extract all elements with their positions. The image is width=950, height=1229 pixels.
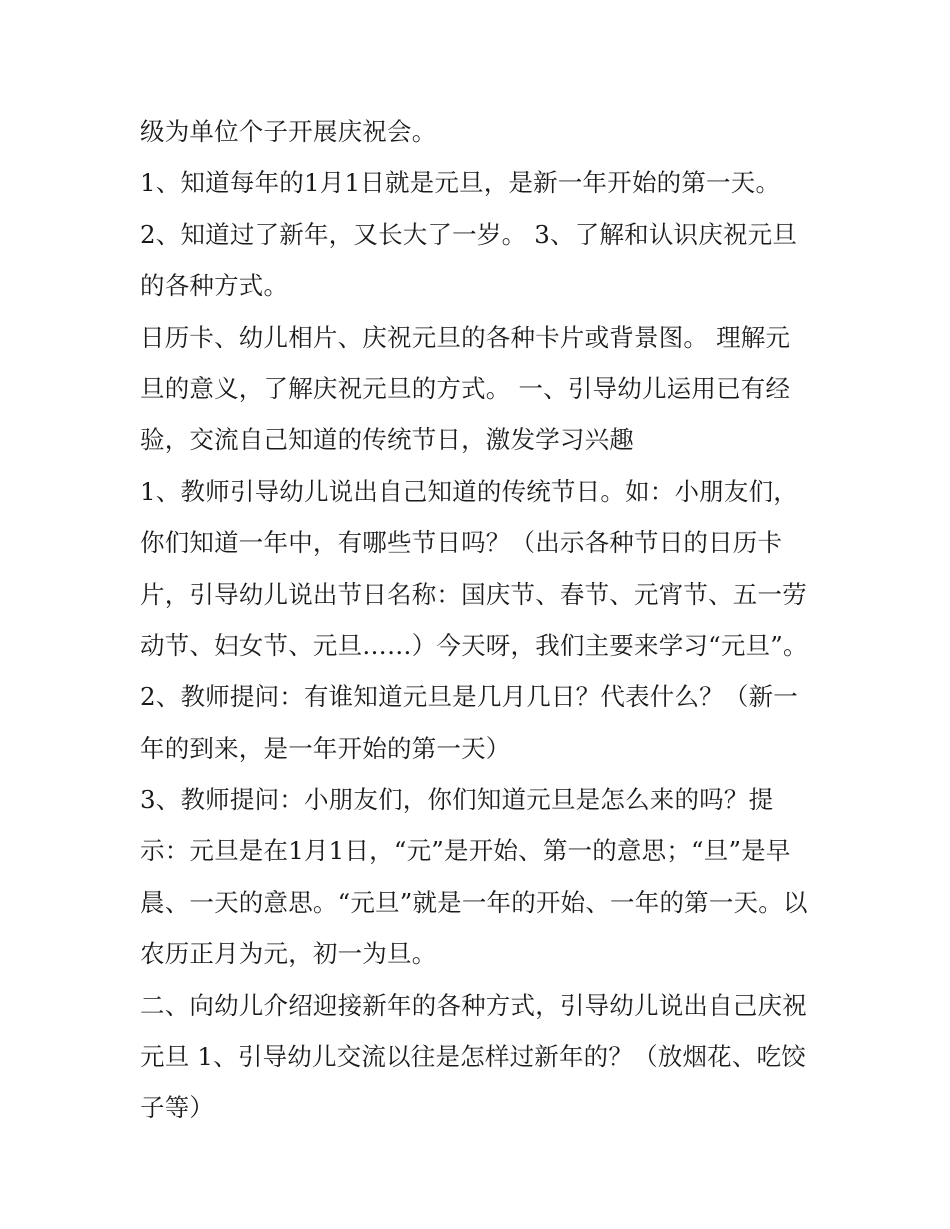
text-line: 的各种方式。	[140, 271, 289, 301]
text-line: 晨、一天的意思。“元旦”就是一年的开始、一年的第一天。以	[140, 887, 808, 917]
document-body	[140, 106, 820, 1134]
text-line: 旦的意义，了解庆祝元旦的方式。 一、引导幼儿运用已有经	[140, 373, 791, 403]
text-line: 农历正月为元，初一为旦。	[140, 939, 437, 969]
text-line: 1、教师引导幼儿说出自己知道的传统节日。如：小朋友们，	[140, 476, 798, 506]
text-line: 二、向幼儿介绍迎接新年的各种方式，引导幼儿说出自己庆祝	[140, 990, 807, 1020]
text-line: 验，交流自己知道的传统节日，激发学习兴趣	[140, 425, 634, 455]
text-line: 日历卡、幼儿相片、庆祝元旦的各种卡片或背景图。 理解元	[140, 322, 791, 352]
text-line: 你们知道一年中，有哪些节日吗？（出示各种节日的日历卡	[140, 528, 783, 558]
text-line: 级为单位个子开展庆祝会。	[140, 117, 437, 146]
text-line: 动节、妇女节、元旦……）今天呀，我们主要来学习“元旦”。	[140, 630, 808, 660]
text-line: 示：元旦是在1月1日，“元”是开始、第一的意思；“旦”是早	[140, 836, 791, 866]
text-line: 2、教师提问：有谁知道元旦是几月几日？代表什么？（新一	[140, 682, 798, 712]
text-line: 元旦 1、引导幼儿交流以往是怎样过新年的？（放烟花、吃饺	[140, 1042, 806, 1072]
text-line: 年的到来，是一年开始的第一天）	[140, 733, 511, 763]
text-line: 子等）	[140, 1093, 215, 1123]
text-line: 2、知道过了新年，又长大了一岁。 3、了解和认识庆祝元旦	[140, 219, 798, 249]
text-line: 3、教师提问：小朋友们，你们知道元旦是怎么来的吗？提	[140, 785, 774, 815]
text-line: 片，引导幼儿说出节日名称：国庆节、春节、元宵节、五一劳	[140, 579, 807, 609]
text-line: 1、知道每年的1月1日就是元旦，是新一年开始的第一天。	[140, 168, 781, 198]
